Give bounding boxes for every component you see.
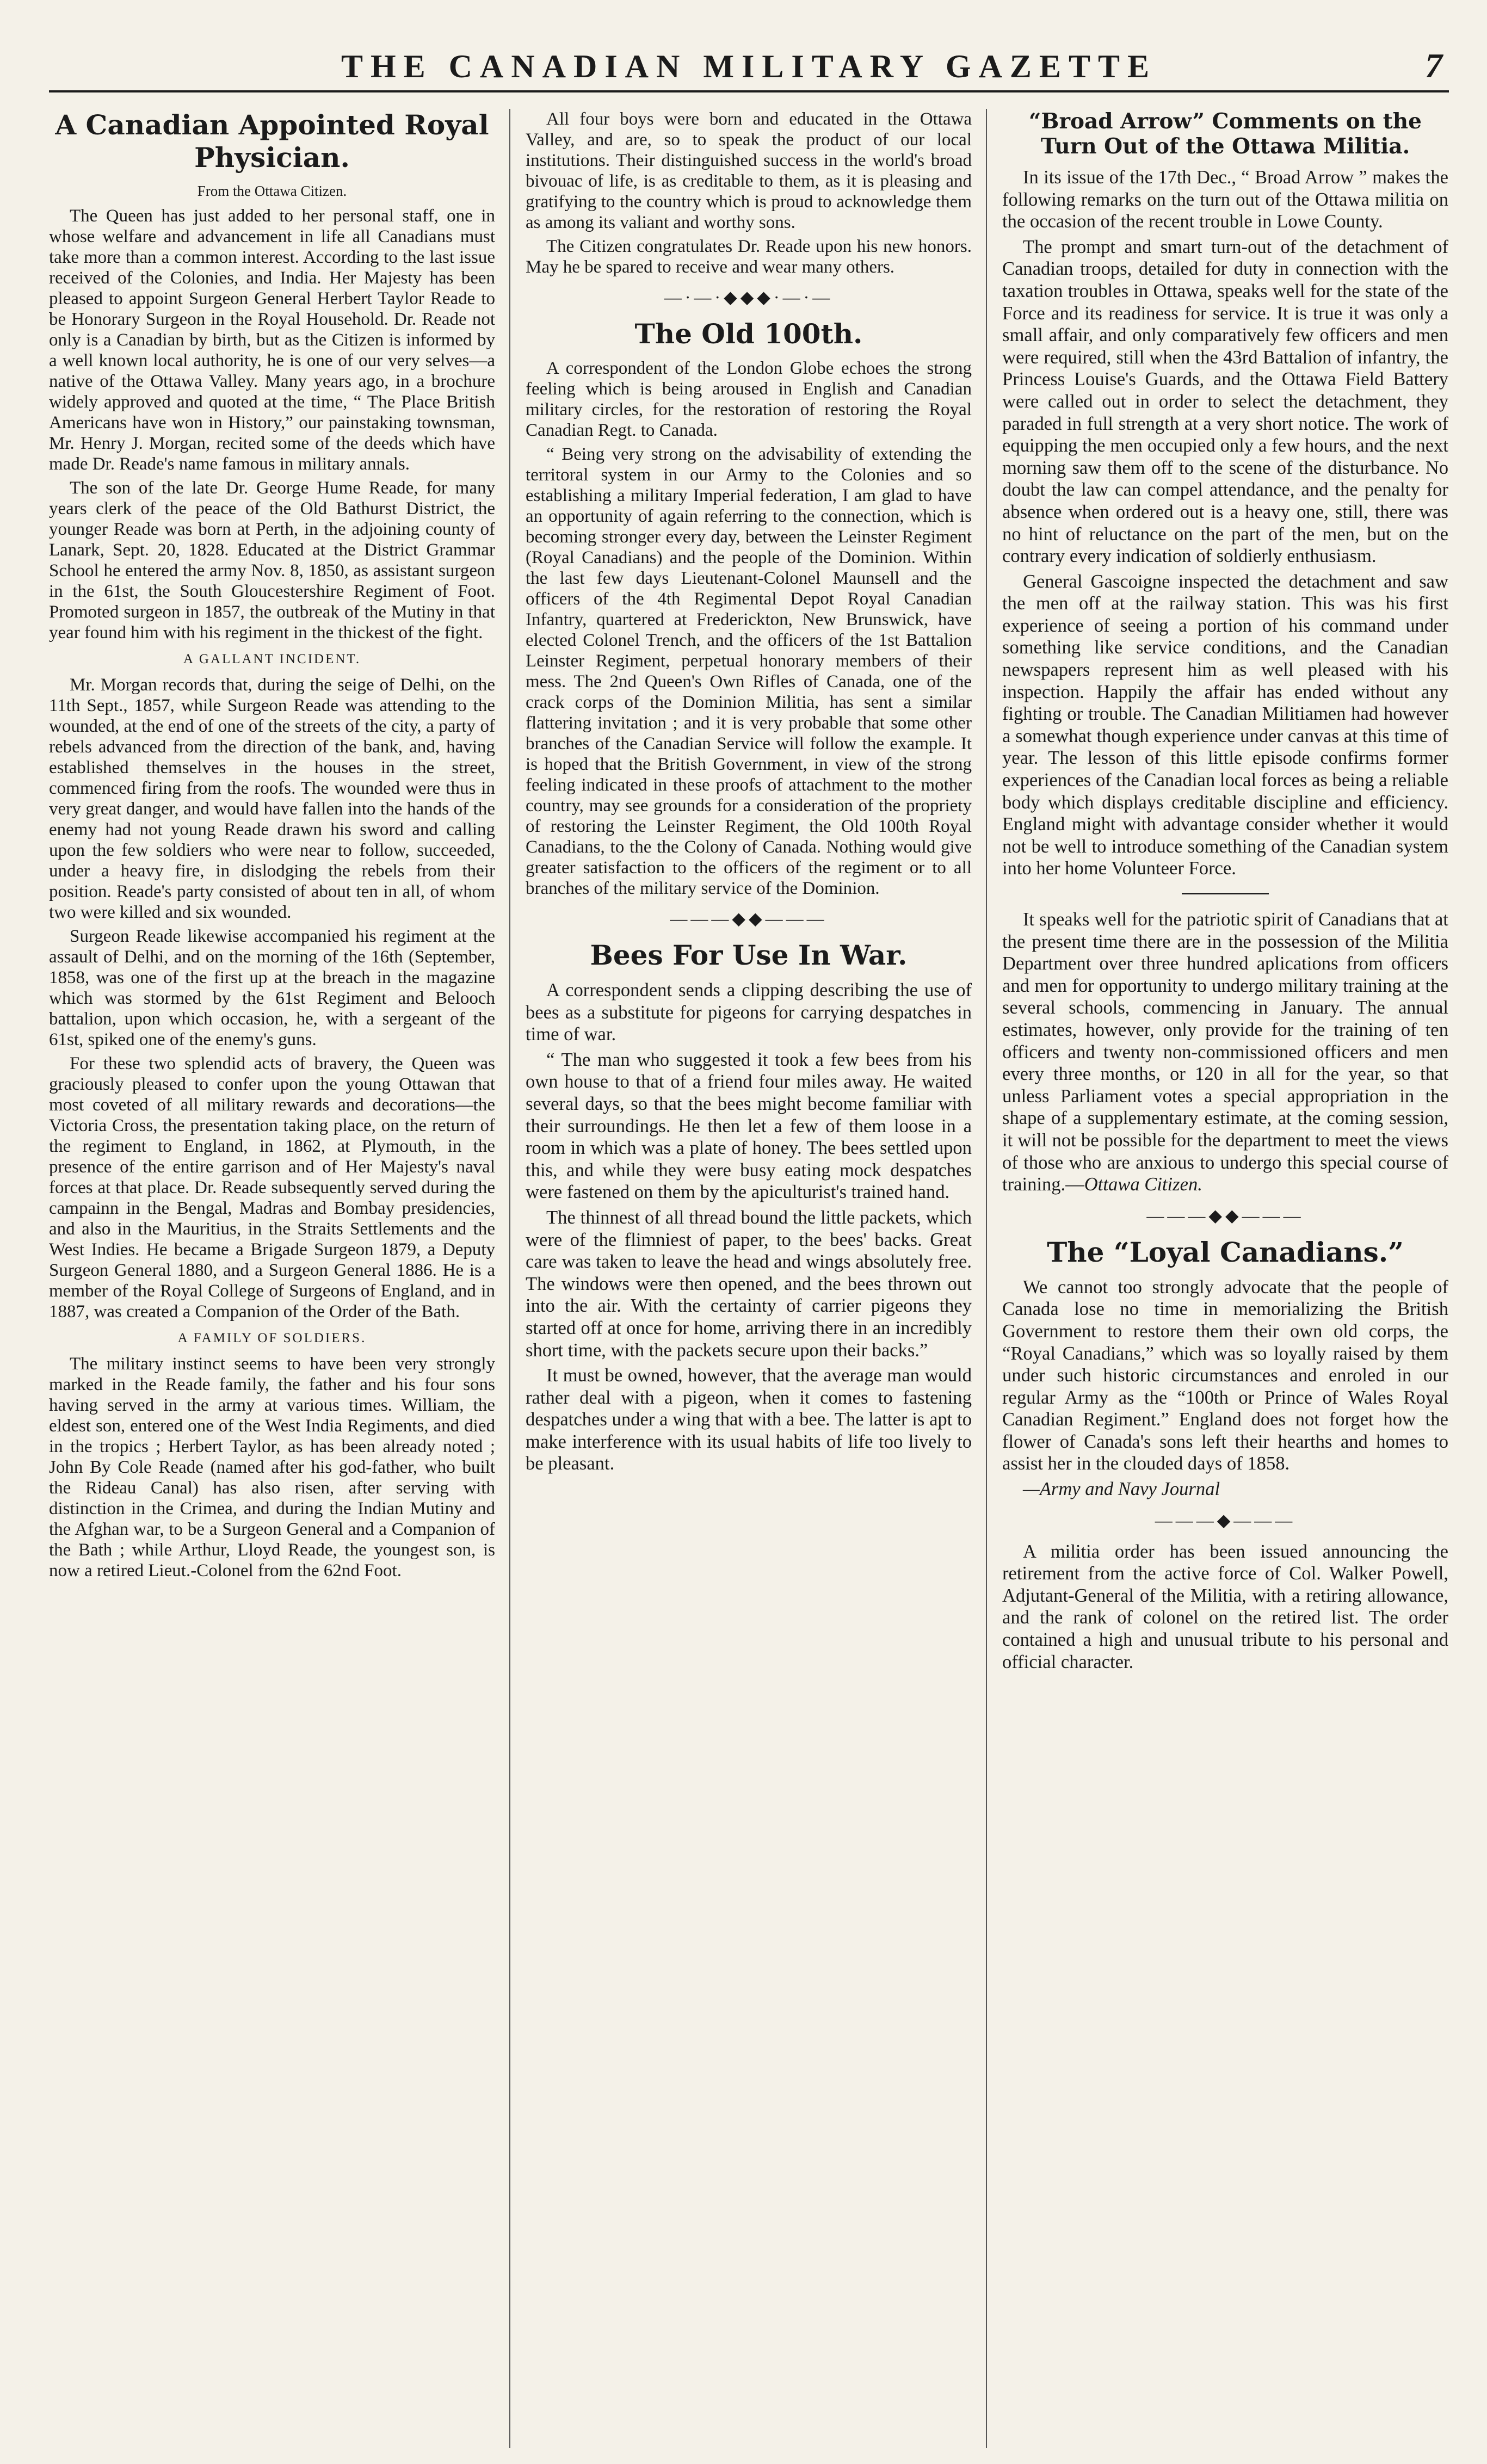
paragraph-text: It speaks well for the patriotic spirit of Canadians that at the present time there are in the possession of the Militia Department over three hundred aplications from officers and men for opportunity to undergo military training at the several schools, commencing in January. The annual estimates, however, only provide for the training of ten officers and twenty non-commissioned officers and men every three months, or 120 in all for the year, so that unless Parliament votes a special appropriation in the shape of a supplementary estimate, at the coming session, it will not be possible for the department to meet the views of those who are anxious to undergo this special course of training.—: [1002, 909, 1448, 1195]
paragraph: The military instinct seems to have been very strongly marked in the Reade family, the father and his four sons having served in the army at various times. William, the eldest son, entered one of the West India Regiments, and died in the tropics ; Herbert Taylor, as has been already noted ; John By Cole Reade (named after his god-father, who built the Rideau Canal) has also risen, after serving with distinction in the Crimea, and during the Indian Mutiny and the Afghan war, to be a Surgeon General and a Companion of the Bath ; while Arthur, Lloyd Reade, the youngest son, is now a retired Lieut.-Colonel from the 62nd Foot.: [49, 1354, 495, 1580]
article-old-100th: [526, 318, 972, 899]
paragraph: “ Being very strong on the advisability of extending the territoral system in our Army to the Colonies and so establishing a military Imperial federation, I am glad to have an opportunity of again referring to the connection, which is becoming stronger every day, between the Leinster Regiment (Royal Canadians) and the people of the Dominion. Within the last few days Lieutenant-Colonel Maunsell and the officers of the 4th Regimental Depot Royal Canadian Infantry, quartered at Frederickton, New Brunswick, have elected Colonel Trench, and the officers of the 1st Battalion Leinster Regiment, perpetual honorary members of their mess. The 2nd Queen's Own Rifles of Canada, one of the crack corps of the Dominion Militia, has sent a similar flattering invitation ; and it is very probable that some other branches of the Canadian Service will follow the example. It is hoped that the British Government, in view of the strong feeling indicated in these proofs of attachment to the mother country, may see grounds for a consideration of the propriety of restoring the Leinster Regiment, the Old 100th Royal Canadians, to the the Colony of Canada. Nothing would give greater satisfaction to the officers of the regiment or to all branches of the military service of the Dominion.: [526, 444, 972, 898]
paragraph: The thinnest of all thread bound the little packets, which were of the flimniest of paper, to the bees' backs. Great care was taken to leave the head and wings absolutely free. The windows were then opened, and the bees thrown out into the air. With the certainty of carrier pigeons they started off at once for home, arriving there in an incredibly short time, with the packets secure upon their backs.”: [526, 1207, 972, 1361]
short-rule: [1182, 893, 1269, 894]
column-rule: [986, 109, 987, 2448]
paragraph: The prompt and smart turn-out of the detachment of Canadian troops, detailed for duty in connection with the taxation troubles in Ottawa, speaks well for the state of the Force and its readiness for service. It is true it was only a small affair, and only comparatively few officers and men were required, still when the 43rd Battalion of infantry, the Princess Louise's Guards, and the Ottawa Field Battery were called out in order to select the detachment, they paraded in full strength at a very short notice. The work of equipping the men occupied only a few hours, and the next morning saw them off to the scene of the disturbance. No doubt the law can compel attendance, and the penalty for absence when ordered out is a heavy one, still, there was no hint of reluctance on the part of the men, but on the contrary every indication of soldierly enthusiasm.: [1002, 236, 1448, 567]
column-3: [1002, 109, 1448, 2448]
article-broad-arrow: [1002, 109, 1448, 880]
paragraph: A correspondent sends a clipping describing the use of bees as a substitute for pigeons for carrying despatches in time of war.: [526, 980, 972, 1045]
article-source: From the Ottawa Citizen.: [197, 183, 347, 199]
article-title: A Canadian Appointed Royal Physician.: [55, 109, 489, 174]
paragraph: Mr. Morgan records that, during the seige of Delhi, on the 11th Sept., 1857, while Surgeon Reade was attending to the wounded, at the end of one of the streets of the city, a party of rebels advanced from the direction of the bank, and, having established themselves in the houses in the street, commenced firing from the roofs. The wounded were thus in very great danger, and would have fallen into the hands of the enemy had not young Reade drawn his sword and calling upon the few soldiers who were near to follow, succeeded, under a heavy fire, in dislodging the rebels from their position. Reade's party consisted of about ten in all, of whom two were killed and six wounded.: [49, 675, 495, 922]
paragraph: “ The man who suggested it took a few bees from his own house to that of a friend four miles away. He waited several days, so that the bees might become familiar with their surroundings. He then let a few of them loose in a room in which was a plate of honey. The bees settled upon this, and while they were busy eating mock despatches were fastened on them by the apiculturist's trained hand.: [526, 1049, 972, 1203]
paragraph: A correspondent of the London Globe echoes the strong feeling which is being aroused in English and Canadian military circles, for the restoration of restoring the Royal Canadian Regt. to Canada.: [526, 359, 972, 440]
paragraph: The Queen has just added to her personal staff, one in whose welfare and advancement in life all Canadians must take more than a common interest. According to the last issue received of the Colonies, and India. Her Majesty has been pleased to appoint Surgeon General Herbert Taylor Reade to be Honorary Surgeon in the Royal Household. Dr. Reade not only is a Canadian by birth, but as the Citizen is informed by a well known local authority, he is one of our very selves—a native of the Ottawa Valley. Many years ago, in a brochure widely approved and quoted at the time, “ The Place British Americans have won in History,” our painstaking townsman, Mr. Henry J. Morgan, recited some of the deeds which have made Dr. Reade's name famous in military annals.: [49, 206, 495, 474]
ornament-divider: ———◆◆———: [1146, 1205, 1304, 1225]
masthead: [49, 38, 1449, 92]
masthead-title: THE CANADIAN MILITARY GAZETTE: [341, 48, 1157, 84]
paragraph: We cannot too strongly advocate that the people of Canada lose no time in memorializing the British Government to restore them their own old corps, the “Royal Canadians,” which was so loyally raised by them under such historic circumstances and enroled in our regular Army as the “100th or Prince of Wales Royal Canadian Regiment.” England does not forget how the flower of Canada's sons left their hearths and homes to assist her in the clouded days of 1858.: [1002, 1276, 1448, 1474]
paragraph: All four boys were born and educated in the Ottawa Valley, and are, so to speak the product of our local institutions. Their distinguished success in the world's broad bivouac of life, is as creditable to them, as it is pleasing and gratifying to the country which is proud to acknowledge them as among its valiant and worthy sons.: [526, 109, 972, 232]
article-title: The Old 100th.: [634, 318, 863, 350]
article-militia-order: [1002, 1541, 1448, 1673]
paragraph: Surgeon Reade likewise accompanied his regiment at the assault of Delhi, and on the morning of the 16th (September, 1858, was one of the first up at the breach in the magazine which was stormed by the 61st Regiment and Belooch battalion, upon which occasion, he, with a sergeant of the 61st, spiked one of the enemy's guns.: [49, 927, 495, 1049]
article-loyal-canadians: [1002, 1236, 1448, 1500]
signature: Ottawa Citizen.: [1084, 1174, 1202, 1195]
paragraph: For these two splendid acts of bravery, the Queen was graciously pleased to confer upon the young Ottawan that most coveted of all military rewards and decorations—the Victoria Cross, the presentation taking place, on the return of the regiment to England, in 1862, at Plymouth, in the presence of the entire garrison and of Her Majesty's naval forces at that place. Dr. Reade subsequently served during the campainn in the Bengal, Madras and Bombay presidencies, and also in the Mauritius, in the Straits Settlements and the West Indies. He became a Brigade Surgeon 1879, a Deputy Surgeon General 1880, and a Surgeon General 1886. He is a member of the Royal College of Surgeons of England, and in 1887, was created a Companion of the Order of the Bath.: [49, 1054, 495, 1321]
column-rule: [509, 109, 510, 2448]
paragraph: A militia order has been issued announcing the retirement from the active force of Col. Walker Powell, Adjutant-General of the Militia, with a retiring allowance, and the rank of colonel on the retired list. The order contained a high and unusual tribute to his personal and official character.: [1002, 1541, 1448, 1672]
ornament-divider: ———◆◆———: [670, 909, 828, 928]
paragraph: The Citizen congratulates Dr. Reade upon his new honors. May he be spared to receive and wear many others.: [526, 237, 972, 277]
article-bees: [526, 939, 972, 1475]
ornament-divider: ———◆———: [1155, 1510, 1296, 1530]
article-royal-physician: [49, 109, 495, 1581]
columns: [49, 109, 1449, 2448]
article-title: The “Loyal Canadians.”: [1047, 1236, 1404, 1268]
paragraph: The son of the late Dr. George Hume Reade, for many years clerk of the peace of the Old Bathurst District, the younger Reade was born at Perth, in the adjoining county of Lanark, Sept. 20, 1828. Educated at the District Grammar School he entered the army Nov. 8, 1850, as assistant surgeon in the 61st, the South Gloucestershire Regiment of Foot. Promoted surgeon in 1857, the outbreak of the Mutiny in that year found him with his regiment in the thickest of the fight.: [49, 478, 495, 643]
article-title: “Broad Arrow” Comments on the Turn Out of the Ottawa Militia.: [1029, 109, 1422, 159]
signature: —Army and Navy Journal: [1023, 1479, 1220, 1500]
paragraph: [1002, 909, 1448, 1196]
article-title: Bees For Use In War.: [590, 939, 908, 971]
page-number: 7: [1425, 46, 1442, 85]
subheading: A GALLANT INCIDENT.: [183, 652, 361, 666]
paragraph: It must be owned, however, that the average man would rather deal with a pigeon, when it comes to fastening despatches under a wing that with a bee. The latter is apt to make interference with its usual habits of life too lively to be pleasant.: [526, 1365, 972, 1474]
column-1: [49, 109, 495, 2448]
column-2: [526, 109, 972, 2448]
article-training: [1002, 909, 1448, 1196]
ornament-divider: —·—·◆◆◆·—·—: [664, 287, 834, 307]
paragraph: General Gascoigne inspected the detachment and saw the men off at the railway station. This was his first experience of seeing a portion of his command under something like service conditions, and the Canadian newspapers represent him as well pleased with his inspection. Happily the affair has ended without any fighting or trouble. The Canadian Militiamen had however a somewhat though experience under canvas at this time of year. The lesson of this little episode confirms former experiences of the Canadian local forces as being a reliable body which displays creditable discipline and efficiency. England might with advantage consider whether it would not be well to introduce something of the Canadian system into her home Volunteer Force.: [1002, 571, 1448, 879]
paragraph: In its issue of the 17th Dec., “ Broad Arrow ” makes the following remarks on the turn out of the Ottawa militia on the occasion of the recent trouble in Lowe County.: [1002, 167, 1448, 232]
subheading: A FAMILY OF SOLDIERS.: [177, 1331, 367, 1345]
